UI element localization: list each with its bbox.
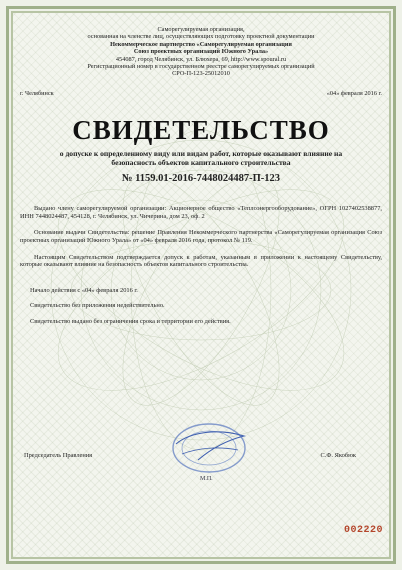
validity-start: Начало действия с «04» февраля 2016 г. xyxy=(30,286,138,294)
signature-row xyxy=(20,452,382,459)
signatory-name: С.Ф. Якобюк xyxy=(320,452,356,459)
issue-date: «04» февраля 2016 г. xyxy=(326,89,382,97)
invalid-without-appendix: Свидетельство без приложения недействительно. xyxy=(30,302,165,310)
seal-mark: М.П. xyxy=(200,476,213,482)
basis-paragraph: Основание выдачи Свидетельства: решение Правления Некоммерческого партнерства «Саморегулируемая организация Союз проектных организаций Южного Урала» от «04» февраля 2016 года, протокол № 119. xyxy=(20,229,382,245)
subtitle-line: безопасность объектов капитального строительства xyxy=(111,158,291,168)
header-line: Регистрационный номер в государственном реестре саморегулируемых организаций xyxy=(87,63,315,71)
confirmation-paragraph: Настоящим Свидетельством подтверждается допуск к работам, указанным в приложении к настоящему Свидетельству, которые оказывают влияние на безопасность объектов капитального строительства. xyxy=(20,253,382,269)
official-seal xyxy=(168,418,250,478)
header-org-name: Союз проектных организаций Южного Урала» xyxy=(133,48,269,56)
place-date-row xyxy=(20,90,382,97)
header-address: 454087, город Челябинск, ул. Блюхера, 69, http://www.spoural.ru xyxy=(115,55,287,63)
issued-to-paragraph: Выдано члену саморегулируемой организации: Акционерное общество «Теплоэнергооборудование», ОГРН 1027402538877, ИНН 7448024487, 454128, г. Челябинск, ул. Чичерина, дом 23, оф. 2 xyxy=(20,205,382,220)
header-line: основанная на членстве лиц, осуществляющих подготовку проектной документации xyxy=(87,33,315,41)
certificate-number: № 1159.01-2016-7448024487-П-123 xyxy=(121,173,281,185)
header-org-name: Некоммерческое партнерство «Саморегулируемая организация xyxy=(110,40,292,48)
header-line: Саморегулируемая организация, xyxy=(157,26,245,33)
serial-number: 002220 xyxy=(344,525,384,536)
unlimited-term: Свидетельство выдано без ограничения срока и территории его действия. xyxy=(30,318,231,325)
header-reg-number: СРО-П-123-25012010 xyxy=(172,70,230,78)
signatory-role: Председатель Правления xyxy=(24,452,93,459)
issuer-header xyxy=(20,26,382,78)
issue-city: г. Челябинск xyxy=(20,89,54,97)
subtitle-line: о допуске к определенному виду или видам работ, которые оказывают влияние на xyxy=(59,149,343,159)
document-subtitle xyxy=(20,149,382,167)
document-title: СВИДЕТЕЛЬСТВО xyxy=(72,115,330,146)
